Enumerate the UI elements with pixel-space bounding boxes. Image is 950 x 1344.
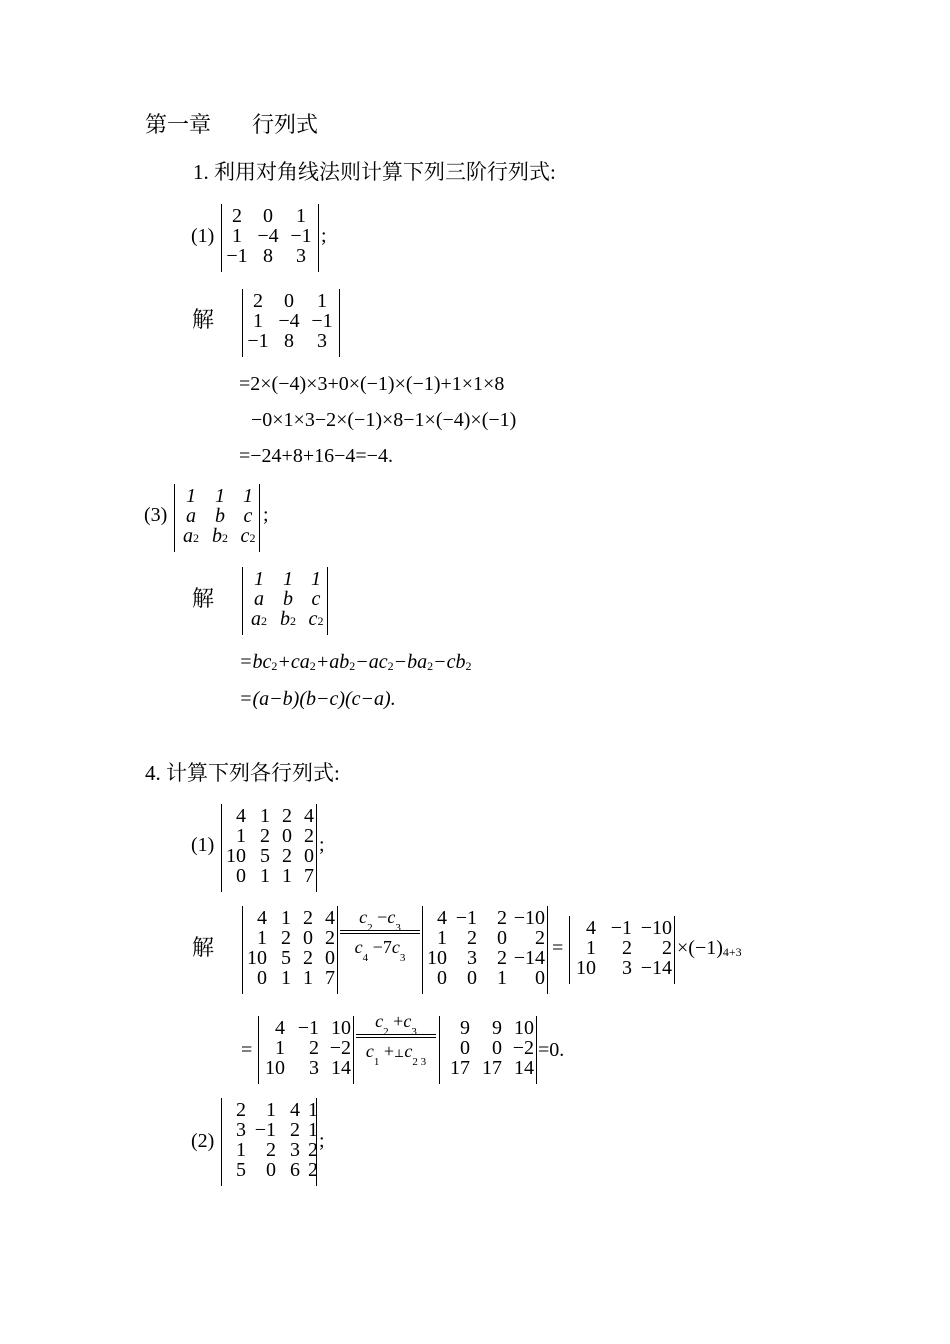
solution1-step3: =−24+8+16−4=−4. [239,445,393,467]
matrix-cell: 1 [260,805,270,827]
matrix-cell: 0 [325,947,335,969]
matrix-cell: 1 [317,290,327,312]
matrix-cell: 3 [622,957,632,979]
solution-label-4: 解 [192,935,215,960]
matrix-cell: b [215,505,225,527]
matrix-cell: 1 [266,1099,276,1121]
matrix-cell: 4 [275,1017,285,1039]
matrix-cell: 10 [247,947,267,969]
problem4-part1-tail: ; [319,834,325,856]
matrix-cell: 5 [236,1159,246,1181]
matrix-cell: c [311,588,321,610]
matrix-cell: −1 [290,225,312,247]
matrix-cell: 0 [303,927,313,949]
matrix-cell: 1 [282,865,292,887]
matrix-cell: 10 [331,1017,351,1039]
equals-2: = [241,1039,253,1061]
matrix-cell: 2 [309,1037,319,1059]
matrix-cell: 2 [308,1159,318,1181]
solution-label-3: 解 [192,586,215,611]
matrix-cell: 1 [243,485,253,507]
matrix-cell: 2 [467,927,477,949]
matrix-cell: 2 [232,205,242,227]
matrix-cell: 1 [253,310,263,332]
matrix-sol4-e [439,1016,537,1084]
matrix-cell: 4 [437,907,447,929]
matrix-cell: 2 [282,805,292,827]
matrix-cell: 1 [254,568,264,590]
matrix-cell: 2 [260,825,270,847]
matrix-cell: 5 [260,845,270,867]
matrix-cell: 1 [497,967,507,989]
problem4-part2-tail: ; [319,1130,325,1152]
matrix-cell: 3 [290,1139,300,1161]
matrix-p4-1 [221,804,317,892]
matrix-cell: 4 [257,907,267,929]
matrix-cell: 2 [303,947,313,969]
matrix-cell: 14 [514,1057,534,1079]
matrix-cell: 10 [427,947,447,969]
problem4-part1-label: (1) [191,834,215,856]
matrix-sol4-d [258,1016,354,1084]
matrix-sol4-b [422,906,548,994]
matrix-cell: c2 [240,525,256,547]
column-op-2-bottom: $c_1$ $+\perp c_{2 3}$ [365,1041,427,1068]
matrix-cell: 9 [492,1017,502,1039]
problem4-heading: 4. 计算下列各行列式: [145,761,340,785]
matrix-cell: 1 [260,865,270,887]
matrix-cell: b [283,588,293,610]
matrix-cell: 7 [325,967,335,989]
matrix-p1-3 [174,484,260,552]
matrix-cell: 17 [482,1057,502,1079]
matrix-p4-2 [221,1098,317,1186]
matrix-cell: 3 [467,947,477,969]
matrix-cell: 4 [325,907,335,929]
sign-factor-exponent: 4+3 [722,945,742,959]
matrix-cell: −10 [640,917,672,939]
matrix-cell: 1 [308,1099,318,1121]
matrix-cell: −1 [610,917,632,939]
matrix-cell: 0 [467,967,477,989]
matrix-cell: 3 [296,245,306,267]
matrix-cell: 2 [622,937,632,959]
matrix-cell: 1 [232,225,242,247]
matrix-cell: c2 [308,608,324,630]
matrix-cell: 1 [275,1037,285,1059]
sign-factor-base: ×(−1) [677,937,723,959]
matrix-cell: a2 [251,608,267,630]
matrix-cell: 2 [308,1139,318,1161]
matrix-cell: 0 [437,967,447,989]
matrix-cell: −1 [297,1017,319,1039]
matrix-cell: 0 [257,967,267,989]
matrix-cell: 2 [236,1099,246,1121]
matrix-cell: 6 [290,1159,300,1181]
matrix-cell: 0 [497,927,507,949]
matrix-cell: 0 [282,825,292,847]
matrix-cell: −2 [512,1037,534,1059]
matrix-cell: 10 [265,1057,285,1079]
matrix-cell: 1 [586,937,596,959]
matrix-cell: 4 [290,1099,300,1121]
matrix-cell: 1 [236,1139,246,1161]
matrix-cell: −4 [257,225,279,247]
column-op-1-bottom: $c_4 -7c_3$ [354,937,406,964]
matrix-cell: 3 [236,1119,246,1141]
chapter-title [145,114,318,136]
matrix-cell: c [243,505,253,527]
problem4-part2-label: (2) [191,1130,215,1152]
matrix-cell: b2 [280,608,296,630]
matrix-cell: 1 [257,927,267,949]
problem1-part3-tail: ; [263,504,269,526]
matrix-cell: 10 [514,1017,534,1039]
matrix-cell: 1 [186,485,196,507]
matrix-sol-1 [242,289,340,357]
matrix-cell: −2 [329,1037,351,1059]
matrix-cell: −14 [513,947,545,969]
matrix-cell: 2 [325,927,335,949]
matrix-cell: 17 [450,1057,470,1079]
matrix-cell: 5 [281,947,291,969]
matrix-cell: 3 [317,330,327,352]
matrix-cell: −1 [311,310,333,332]
matrix-cell: 2 [253,290,263,312]
matrix-cell: 2 [497,907,507,929]
matrix-cell: 14 [331,1057,351,1079]
matrix-cell: a [254,588,264,610]
matrix-cell: 3 [309,1057,319,1079]
matrix-cell: 10 [576,957,596,979]
matrix-cell: 2 [662,937,672,959]
matrix-cell: 2 [281,927,291,949]
matrix-cell: 1 [281,967,291,989]
column-op-2 [356,1011,436,1068]
solution-label-1: 解 [192,307,215,332]
matrix-cell: −1 [455,907,477,929]
matrix-cell: 0 [304,845,314,867]
matrix-cell: −1 [247,330,269,352]
matrix-cell: 4 [586,917,596,939]
solution3-step1: =bc2+ca2+ab2−ac2−ba2−cb2 [239,651,472,673]
matrix-cell: −10 [513,907,545,929]
matrix-cell: a [186,505,196,527]
equals-1: = [552,937,564,959]
matrix-cell: 1 [437,927,447,949]
matrix-cell: a2 [183,525,199,547]
solution3-step2: =(a−b)(b−c)(c−a). [239,688,396,710]
matrix-cell: 0 [236,865,246,887]
matrix-cell: 0 [535,967,545,989]
problem1-part1-tail: ; [321,225,327,247]
matrix-cell: 2 [304,825,314,847]
matrix-sol4-c [569,916,675,984]
result: =0. [538,1039,565,1061]
matrix-cell: 1 [311,568,321,590]
matrix-cell: 0 [263,205,273,227]
chapter-number: 第一章 [145,112,212,137]
matrix-cell: 1 [283,568,293,590]
matrix-cell: 2 [497,947,507,969]
matrix-cell: 1 [303,967,313,989]
matrix-sol4-a [242,906,338,994]
column-op-2-top: $c_2 +c_3$ [375,1011,417,1038]
matrix-cell: −14 [640,957,672,979]
matrix-cell: 1 [308,1119,318,1141]
matrix-cell: 4 [236,805,246,827]
matrix-cell: −4 [278,310,300,332]
matrix-cell: 2 [290,1119,300,1141]
matrix-cell: 0 [492,1037,502,1059]
matrix-cell: 0 [266,1159,276,1181]
column-op-1 [340,907,420,964]
matrix-cell: −1 [226,245,248,267]
solution1-step2: −0×1×3−2×(−1)×8−1×(−4)×(−1) [251,409,517,431]
problem1-part3-label: (3) [144,504,168,526]
matrix-cell: 4 [304,805,314,827]
matrix-cell: 9 [460,1017,470,1039]
matrix-cell: 2 [282,845,292,867]
column-op-1-top: $c_2 -c_3$ [359,907,401,934]
matrix-p1-1 [221,204,319,272]
matrix-cell: 8 [263,245,273,267]
matrix-cell: b2 [212,525,228,547]
matrix-cell: 2 [535,927,545,949]
chapter-subtitle: 行列式 [252,112,319,137]
matrix-cell: 1 [215,485,225,507]
problem1-heading: 1. 利用对角线法则计算下列三阶行列式: [193,160,556,184]
matrix-cell: 7 [304,865,314,887]
solution1-step1: =2×(−4)×3+0×(−1)×(−1)+1×1×8 [239,373,505,395]
matrix-cell: 8 [284,330,294,352]
matrix-cell: 10 [226,845,246,867]
problem1-part1-label: (1) [191,225,215,247]
matrix-cell: 2 [303,907,313,929]
matrix-cell: 0 [284,290,294,312]
matrix-cell: 1 [296,205,306,227]
matrix-cell: 0 [460,1037,470,1059]
matrix-cell: 2 [266,1139,276,1161]
matrix-sol-3 [242,567,328,635]
matrix-cell: 1 [236,825,246,847]
matrix-cell: −1 [254,1119,276,1141]
sign-factor [677,938,742,958]
matrix-cell: 1 [281,907,291,929]
